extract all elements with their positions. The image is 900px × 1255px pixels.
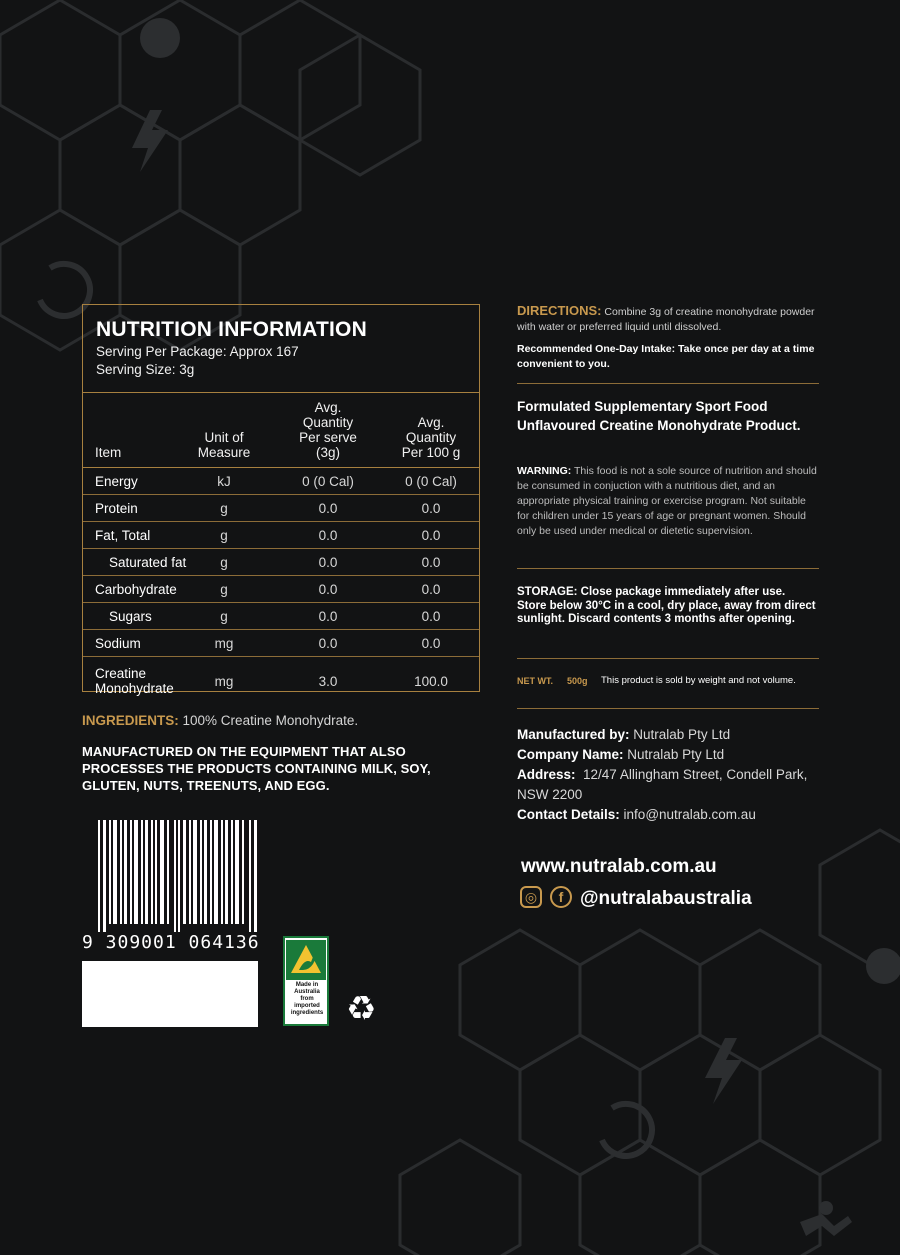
row-unit: mg <box>214 674 234 689</box>
social-handle[interactable]: @nutralabaustralia <box>580 888 752 909</box>
made-in-australia-logo <box>283 936 329 1026</box>
blank-label-box <box>82 961 258 1027</box>
row-unit: mg <box>214 636 234 651</box>
row-item: Sodium <box>95 636 141 651</box>
divider <box>517 658 819 659</box>
nutrition-title: NUTRITION INFORMATION <box>96 318 367 341</box>
manufacturer-details <box>517 725 817 825</box>
row-unit: g <box>220 555 228 570</box>
contact-details-value: info@nutralab.com.au <box>623 807 756 822</box>
table-row-fat-total <box>83 522 479 549</box>
column-header-per-100g: Avg. Quantity Per 100 g <box>401 415 461 460</box>
net-weight-value: 500g <box>567 676 588 686</box>
divider <box>517 708 819 709</box>
ingredients-label: INGREDIENTS: <box>82 713 179 728</box>
row-per-100g: 0.0 <box>421 501 441 516</box>
table-row-sugars <box>83 603 479 630</box>
made-in-australia-text: Made in Australia from imported ingredients <box>290 982 324 1016</box>
row-per-100g: 0.0 <box>421 582 441 597</box>
table-row-sodium <box>83 630 479 657</box>
row-unit: g <box>220 582 228 597</box>
row-per-serve: 0.0 <box>318 555 338 570</box>
recommended-intake: Recommended One-Day Intake: Take once per day at a time convenient to you. <box>517 343 815 370</box>
address-value: 12/47 Allingham Street, Condell Park, NSW 2200 <box>517 767 808 802</box>
row-per-serve: 0.0 <box>318 609 338 624</box>
row-item: Saturated fat <box>109 555 187 570</box>
row-per-100g: 0.0 <box>421 528 441 543</box>
directions-text: Combine 3g of creatine monohydrate powder with water or preferred liquid until dissolved. <box>517 306 815 333</box>
column-header-unit: Unit of Measure <box>197 430 251 460</box>
table-row-saturated-fat <box>83 549 479 576</box>
net-weight-label: NET WT. <box>517 676 553 686</box>
company-name-value: Nutralab Pty Ltd <box>627 747 725 762</box>
contact-details-label: Contact Details: <box>517 807 620 822</box>
row-item: Energy <box>95 474 138 489</box>
divider <box>517 383 819 384</box>
warning-label: WARNING: <box>517 465 572 477</box>
allergen-statement: MANUFACTURED ON THE EQUIPMENT THAT ALSO PROCESSES THE PRODUCTS CONTAINING MILK, SOY, GLUTEN, NUTS, TREENUTS, AND EGG. <box>82 744 431 793</box>
divider <box>517 568 819 569</box>
row-unit: g <box>220 609 228 624</box>
nutrition-header <box>83 305 479 393</box>
row-per-serve: 0.0 <box>318 501 338 516</box>
row-item: Protein <box>95 501 138 516</box>
nutrition-information-panel <box>82 304 480 696</box>
row-item: Carbohydrate <box>95 582 177 597</box>
row-per-100g: 0 (0 Cal) <box>405 474 457 489</box>
barcode-number: 9 309001 064136 <box>82 932 260 953</box>
recycle-icon: ♻ <box>346 990 377 1028</box>
warning <box>517 464 817 539</box>
row-per-serve: 0.0 <box>318 582 338 597</box>
row-per-100g: 0.0 <box>421 555 441 570</box>
table-row-creatine-monohydrate <box>83 657 479 709</box>
nutrition-column-headers <box>83 393 479 468</box>
manufactured-by-label: Manufactured by: <box>517 727 630 742</box>
manufactured-by-value: Nutralab Pty Ltd <box>633 727 731 742</box>
table-row-energy <box>83 468 479 495</box>
row-unit: g <box>220 528 228 543</box>
row-unit: kJ <box>217 474 231 489</box>
row-per-serve: 0 (0 Cal) <box>302 474 354 489</box>
net-weight-note: This product is sold by weight and not volume. <box>601 675 796 686</box>
row-unit: g <box>220 501 228 516</box>
instagram-icon[interactable]: ◎ <box>520 886 542 908</box>
row-per-100g: 100.0 <box>414 674 448 689</box>
barcode-icon <box>98 820 258 932</box>
row-item: Creatine Monohydrate <box>95 666 174 696</box>
formulated-statement: Formulated Supplementary Sport Food Unflavoured Creatine Monohydrate Product. <box>517 399 801 433</box>
row-per-serve: 0.0 <box>318 528 338 543</box>
ingredients-text: 100% Creatine Monohydrate. <box>182 713 359 728</box>
table-row-carbohydrate <box>83 576 479 603</box>
company-name-label: Company Name: <box>517 747 624 762</box>
facebook-icon[interactable]: f <box>550 886 572 908</box>
storage-instructions: STORAGE: Close package immediately after use. Store below 30°C in a cool, dry place, away from direct sunlight. Discard contents 3 months after opening. <box>517 586 816 625</box>
row-per-serve: 3.0 <box>318 674 338 689</box>
directions <box>517 303 817 335</box>
row-item: Fat, Total <box>95 528 151 543</box>
row-per-100g: 0.0 <box>421 609 441 624</box>
website-link[interactable]: www.nutralab.com.au <box>521 856 717 877</box>
serving-per-package: Serving Per Package: Approx 167 <box>96 344 299 359</box>
kangaroo-triangle-icon <box>285 940 327 980</box>
row-item: Sugars <box>109 609 152 624</box>
row-per-serve: 0.0 <box>318 636 338 651</box>
table-row-protein <box>83 495 479 522</box>
column-header-item: Item <box>95 445 122 460</box>
serving-size: Serving Size: 3g <box>96 362 195 377</box>
directions-label: DIRECTIONS: <box>517 303 602 318</box>
column-header-per-serve: Avg. Quantity Per serve (3g) <box>299 400 357 460</box>
row-per-100g: 0.0 <box>421 636 441 651</box>
warning-text: This food is not a sole source of nutrition and should be consumed in conjuction with a nutritious diet, and an appropriate physical training or exercise program. Not suitable for children under 15 years of age or pregnant women. Should only be used under medical or dietetic supervision. <box>517 465 817 537</box>
address-label: Address: <box>517 767 576 782</box>
ingredients <box>82 713 358 728</box>
